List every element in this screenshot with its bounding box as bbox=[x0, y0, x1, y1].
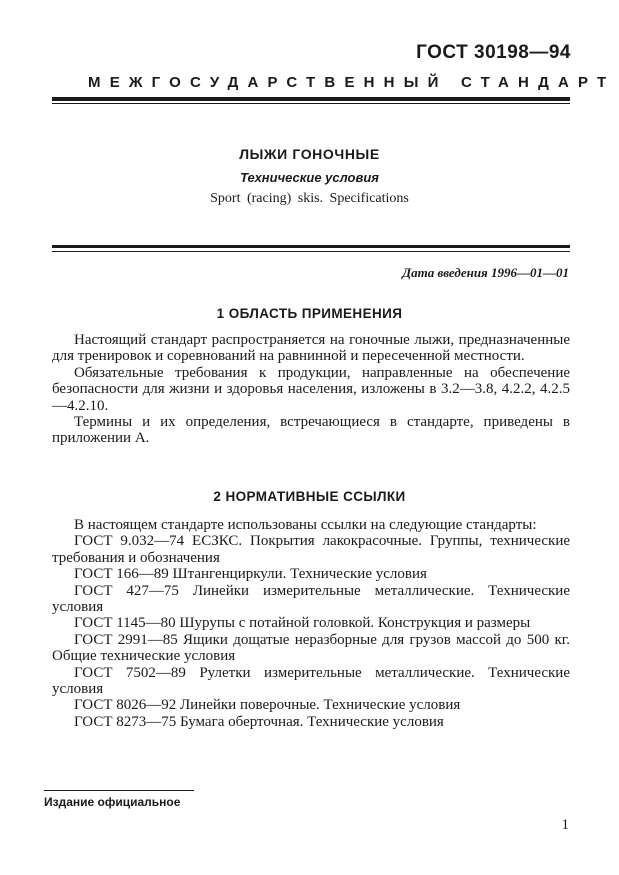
document-subtitle: Технические условия bbox=[240, 170, 379, 185]
title-rule-thick bbox=[52, 245, 570, 248]
paragraph: В настоящем стандарте использованы ссылки на следующие стандарты: bbox=[74, 517, 537, 533]
reference-item: ГОСТ 8273—75 Бумага оберточная. Технические условия bbox=[74, 713, 444, 730]
reference-item: ГОСТ 7502—89 Рулетки измерительные металлические. Технические условия bbox=[52, 664, 570, 698]
official-edition-note: Издание официальное bbox=[44, 795, 181, 809]
section-body-references bbox=[52, 517, 570, 730]
reference-item: ГОСТ 1145—80 Шурупы с потайной головкой. Конструкция и размеры bbox=[74, 615, 531, 632]
document-code: ГОСТ 30198—94 bbox=[416, 42, 571, 63]
section-heading-scope: 1 ОБЛАСТЬ ПРИМЕНЕНИЯ bbox=[216, 306, 403, 321]
section-heading-references: 2 НОРМАТИВНЫЕ ССЫЛКИ bbox=[213, 489, 406, 504]
reference-item: ГОСТ 8026—92 Линейки поверочные. Технические условия bbox=[74, 697, 461, 714]
reference-item: ГОСТ 427—75 Линейки измерительные металлические. Технические условия bbox=[52, 582, 570, 616]
standard-type-heading: МЕЖГОСУДАРСТВЕННЫЙ СТАНДАРТ bbox=[88, 74, 616, 91]
document-title-english: Sport (racing) skis. Specifications bbox=[210, 191, 409, 206]
page-number: 1 bbox=[561, 817, 569, 833]
paragraph: Настоящий стандарт распространяется на гоночные лыжи, предназначенные для тренировок и соревнований на равнинной и пересеченной местности. bbox=[52, 332, 570, 365]
title-rule-thin bbox=[52, 251, 570, 252]
reference-item: ГОСТ 166—89 Штангенциркули. Технические условия bbox=[74, 566, 427, 583]
reference-item: ГОСТ 9.032—74 ЕСЗКС. Покрытия лакокрасочные. Группы, технические требования и обозначения bbox=[52, 533, 570, 566]
footer-rule bbox=[44, 790, 194, 791]
paragraph: Обязательные требования к продукции, направленные на обеспечение безопасности для жизни и здоровья населения, изложены в 3.2—3.8, 4.2.2, 4.2.5—4.2.10. bbox=[52, 364, 570, 414]
header-rule-thin bbox=[52, 103, 570, 104]
section-body-scope bbox=[52, 332, 570, 447]
header-rule-thick bbox=[52, 97, 570, 101]
document-title: ЛЫЖИ ГОНОЧНЫЕ bbox=[239, 146, 380, 162]
reference-item: ГОСТ 2991—85 Ящики дощатые неразборные для грузов массой до 500 кг. Общие технические условия bbox=[52, 631, 570, 665]
introduction-date: Дата введения 1996—01—01 bbox=[402, 265, 569, 280]
paragraph: Термины и их определения, встречающиеся в стандарте, приведены в приложении А. bbox=[52, 414, 570, 447]
